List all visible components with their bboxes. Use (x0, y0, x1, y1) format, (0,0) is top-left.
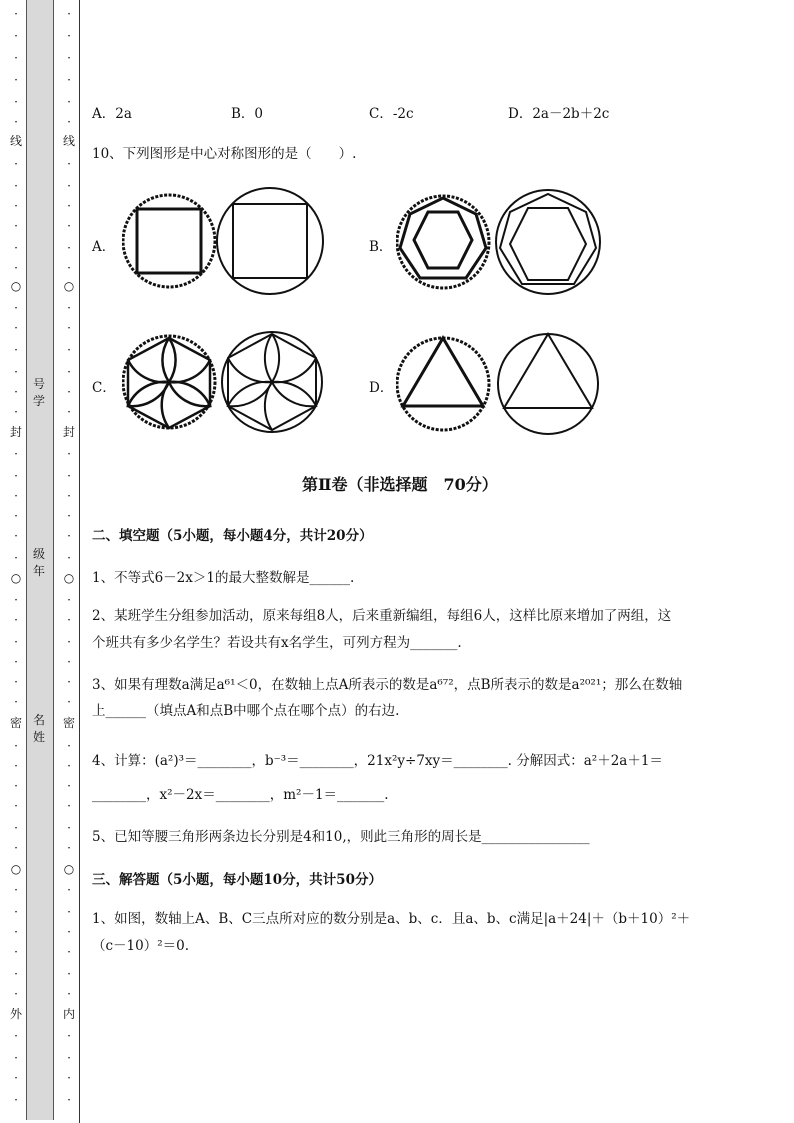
grade-label: 级年 (33, 547, 46, 578)
margin-marker: 内 (63, 1007, 76, 1021)
right-dot-column: · · · · · · 线 · · · · · · ○ · · · · · · 封 · · · · · · ○ · · · · · · 密 · · · · · · ○ · · · · · · 内 · · · · (63, 7, 76, 1107)
margin-marker: 封 (63, 425, 76, 439)
figure-c-circle-petal-pair (122, 330, 332, 438)
fill-q1: 1、不等式6－2x＞1的最大整数解是______. (92, 570, 355, 586)
margin-marker: 密 (63, 716, 76, 730)
student-id-label: 号学 (33, 377, 46, 408)
choice-c-label: C． (92, 380, 116, 396)
fill-q2-line2: 个班共有多少名学生？若设共有x名学生，可列方程为_______. (92, 635, 462, 651)
fill-in-heading: 二、填空题（5小题，每小题4分，共计20分） (92, 528, 373, 544)
fill-q2-line1: 2、某班学生分组参加活动，原来每组8人，后来重新编组，每组6人，这样比原来增加了两组，这 (92, 608, 672, 624)
option-b: B．0 (231, 106, 264, 122)
margin-marker: ○ (63, 862, 75, 876)
figure-a-circle-square-pair (122, 186, 332, 298)
name-label: 名姓 (33, 713, 46, 744)
figure-b-circle-heptagon-pair (396, 186, 606, 298)
figure-d-circle-triangle-pair (396, 330, 606, 438)
part-ii-title: 第Ⅱ卷（非选择题 70分） (302, 475, 498, 494)
left-dot-column: · · · · · · 线 · · · · · · ○ · · · · · · 封 · · · · · · ○ · · · · · · 密 · · · · · · ○ · · · · · · 外 · · · · (10, 7, 23, 1107)
fill-q3-line2: 上______（填点A和点B中哪个点在哪个点）的右边. (92, 703, 400, 719)
answer-q1-line2: （c－10）²＝0. (92, 938, 190, 954)
fill-q4-line2: ________，x²－2x＝________，m²－1＝_______. (92, 787, 389, 803)
margin-marker: 封 (10, 425, 23, 439)
margin-marker: ○ (10, 279, 22, 293)
fill-q4-line1: 4、计算：(a²)³＝________，b⁻³＝________，21x²y÷7xy＝________. 分解因式：a²＋2a＋1＝ (92, 753, 663, 769)
fill-q5: 5、已知等腰三角形两条边长分别是4和10,，则此三角形的周长是________________ (92, 829, 590, 845)
margin-marker: ○ (10, 571, 22, 585)
choice-b-label: B． (369, 239, 393, 255)
fill-q3-line1: 3、如果有理数a满足a⁶¹＜0，在数轴上点A所表示的数是a⁶⁷²，点B所表示的数是a²⁰²¹；那么在数轴 (92, 677, 683, 693)
margin-marker: ○ (63, 571, 75, 585)
question-10-stem: 10、下列图形是中心对称图形的是（ ）. (92, 146, 357, 162)
binding-margin (0, 0, 82, 1123)
margin-marker: ○ (63, 279, 75, 293)
option-c: C．-2c (369, 106, 414, 122)
choice-a-label: A． (92, 239, 116, 255)
answer-heading: 三、解答题（5小题，每小题10分，共计50分） (92, 872, 382, 888)
option-a: A．2a (92, 106, 132, 122)
margin-marker: ○ (10, 862, 22, 876)
margin-marker: 密 (10, 716, 23, 730)
option-d: D．2a－2b＋2c (508, 106, 610, 122)
margin-marker: 外 (10, 1007, 23, 1021)
margin-marker: 线 (10, 134, 23, 148)
margin-marker: 线 (63, 134, 76, 148)
margin-rule (79, 0, 80, 1123)
answer-q1-line1: 1、如图，数轴上A、B、C三点所对应的数分别是a、b、c．且a、b、c满足|a＋24|＋（b＋10）²＋ (92, 911, 691, 927)
choice-d-label: D． (369, 380, 394, 396)
